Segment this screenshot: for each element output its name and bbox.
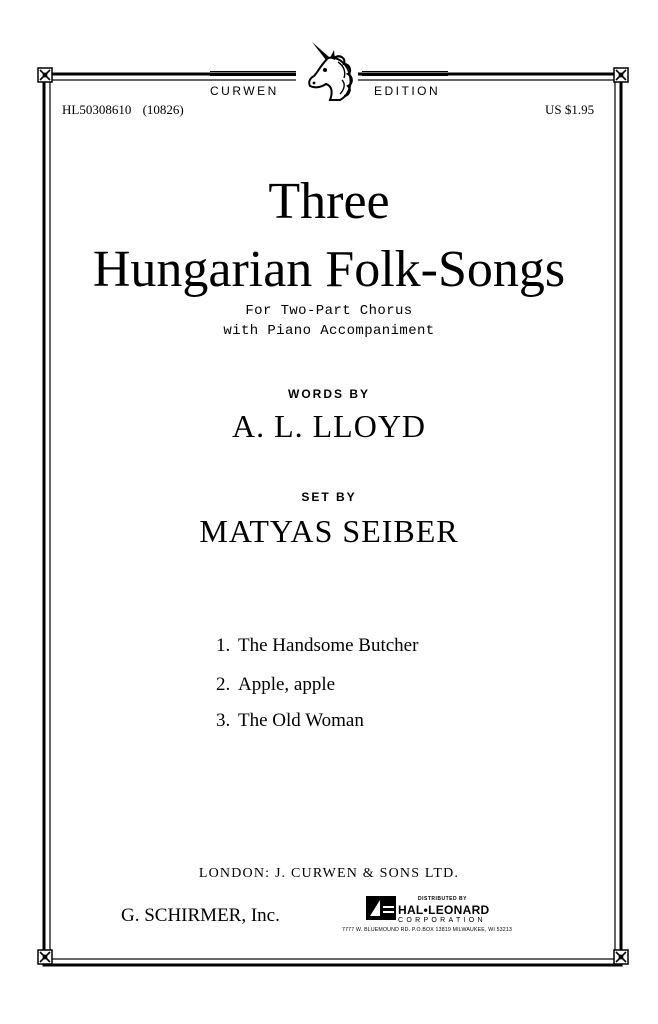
distributor-address: 7777 W. BLUEMOUND RD. P.O.BOX 13819 MILWAUKEE, WI 53213 xyxy=(342,927,513,933)
unicorn-head-icon xyxy=(300,40,356,104)
subtitle-line1: For Two-Part Chorus xyxy=(245,303,413,319)
series-left: CURWEN xyxy=(210,84,279,98)
list-item xyxy=(216,635,418,657)
song-number: 2. xyxy=(216,674,231,695)
composer-name: MATYAS SEIBER xyxy=(199,513,459,549)
hal-leonard-logo-icon xyxy=(366,896,396,920)
song-number: 1. xyxy=(216,635,231,656)
london-publisher: LONDON: J. CURWEN & SONS LTD. xyxy=(198,866,460,881)
catalog-info xyxy=(62,102,184,118)
header-rule-left xyxy=(210,75,296,76)
song-title: Apple, apple xyxy=(238,674,336,695)
schirmer-publisher: G. SCHIRMER, Inc. xyxy=(121,905,280,926)
list-item xyxy=(216,674,335,696)
price: US $1.95 xyxy=(545,102,595,117)
words-by-label: WORDS BY xyxy=(288,387,370,401)
header-rule-left xyxy=(210,71,296,72)
catalog-number: HL50308610 xyxy=(62,102,132,117)
set-by-label: SET BY xyxy=(301,490,357,504)
page-title-line2: Hungarian Folk-Songs xyxy=(92,241,566,298)
lyricist-name: A. L. LLOYD xyxy=(231,408,427,444)
edition-number: (10826) xyxy=(142,102,184,117)
corner-ornament-icon xyxy=(612,66,630,84)
series-right: EDITION xyxy=(374,84,441,98)
song-title: The Old Woman xyxy=(238,710,364,731)
corner-ornament-icon xyxy=(612,948,630,966)
subtitle-line2: with Piano Accompaniment xyxy=(223,323,435,339)
song-number: 3. xyxy=(216,710,231,731)
header-rule-right xyxy=(362,71,448,72)
corporation-label: CORPORATION xyxy=(398,917,486,924)
distributed-by-label: DISTRIBUTED BY xyxy=(418,896,467,902)
corner-ornament-icon xyxy=(36,66,54,84)
corner-ornament-icon xyxy=(36,948,54,966)
header-rule-right xyxy=(362,75,448,76)
hal-leonard-name: HAL•LEONARD xyxy=(398,903,490,917)
song-title: The Handsome Butcher xyxy=(238,635,419,656)
list-item xyxy=(216,710,364,732)
page-title-line1: Three xyxy=(268,173,390,230)
